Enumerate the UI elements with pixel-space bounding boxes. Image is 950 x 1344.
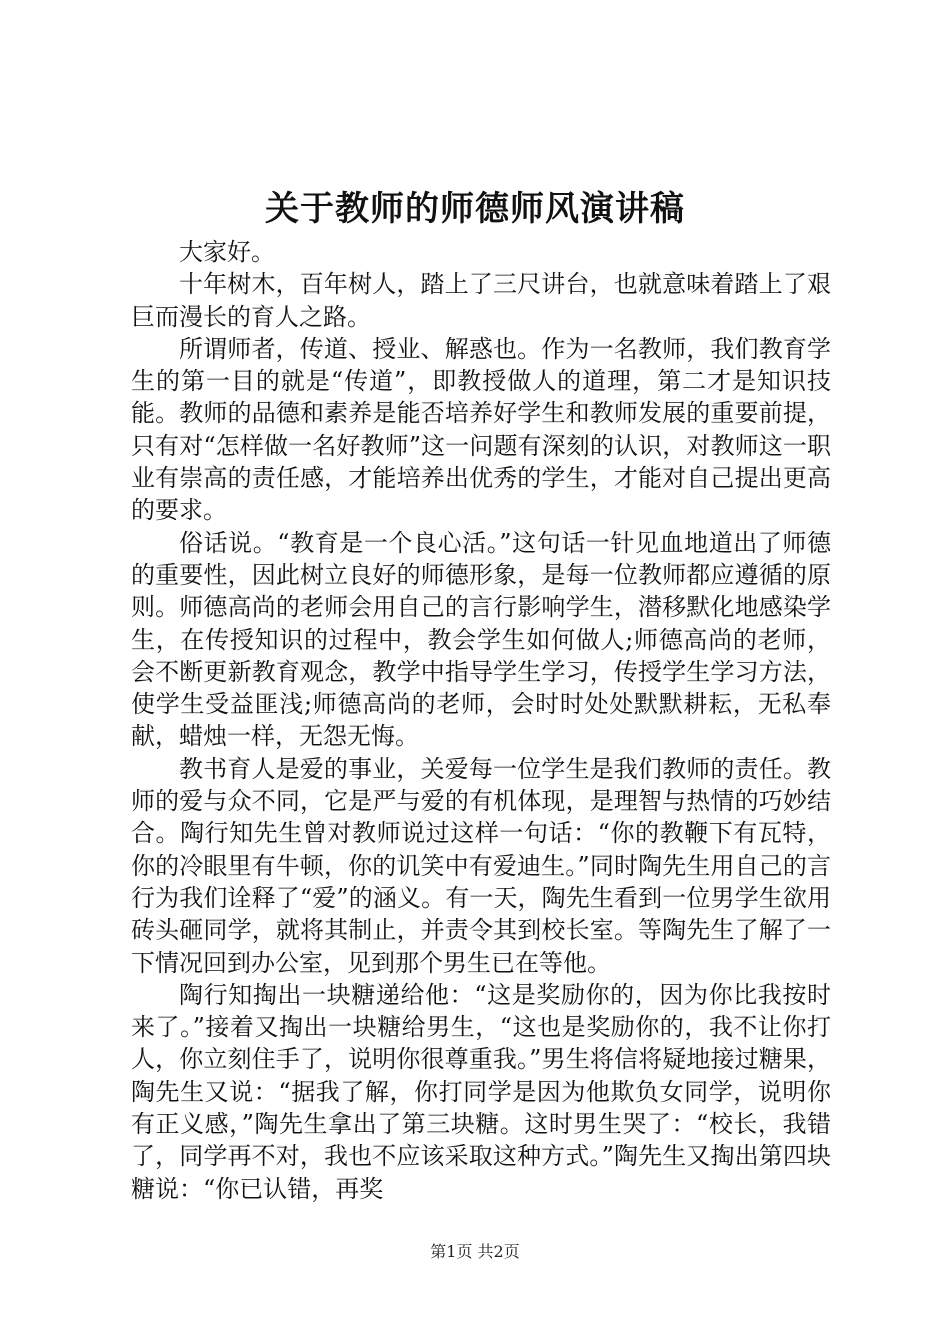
document-body	[131, 236, 831, 1205]
paragraph-intro: 十年树木，百年树人，踏上了三尺讲台，也就意味着踏上了艰巨而漫长的育人之路。	[131, 270, 831, 331]
paragraph-love: 教书育人是爱的事业，关爱每一位学生是我们教师的责任。教师的爱与众不同，它是严与爱的有机体现，是理智与热情的巧妙结合。陶行知先生曾对教师说过这样一句话：“你的教鞭下有瓦特，你的冷眼里有牛顿，你的讥笑中有爱迪生。”同时陶先生用自己的言行为我们诠释了“爱”的涵义。有一天，陶先生看到一位男学生欲用砖头砸同学，就将其制止，并责令其到校长室。等陶先生了解了一下情况回到办公室，见到那个男生已在等他。	[131, 754, 831, 977]
paragraph-teacher-role: 所谓师者，传道、授业、解惑也。作为一名教师，我们教育学生的第一目的就是“传道”，即教授做人的道理，第二才是知识技能。教师的品德和素养是能否培养好学生和教师发展的重要前提，只有对“怎样做一名好教师”这一问题有深刻的认识，对教师这一职业有崇高的责任感，才能培养出优秀的学生，才能对自己提出更高的要求。	[131, 334, 831, 525]
paragraph-story: 陶行知掏出一块糖递给他：“这是奖励你的，因为你比我按时来了。”接着又掏出一块糖给男生，“这也是奖励你的，我不让你打人，你立刻住手了，说明你很尊重我。”男生将信将疑地接过糖果，陶先生又说：“据我了解，你打同学是因为他欺负女同学，说明你有正义感，”陶先生拿出了第三块糖。这时男生哭了：“校长，我错了，同学再不对，我也不应该采取这种方式。”陶先生又掏出第四块糖说：“你已认错，再奖	[131, 980, 831, 1203]
paragraph-morality: 俗话说。“教育是一个良心活。”这句话一针见血地道出了师德的重要性，因此树立良好的师德形象，是每一位教师都应遵循的原则。师德高尚的老师会用自己的言行影响学生，潜移默化地感染学生，在传授知识的过程中，教会学生如何做人;师德高尚的老师，会不断更新教育观念，教学中指导学生学习，传授学生学习方法，使学生受益匪浅;师德高尚的老师，会时时处处默默耕耘，无私奉献，蜡烛一样，无怨无悔。	[131, 528, 831, 751]
paragraph-greeting: 大家好。	[179, 238, 275, 266]
page-footer: 第1页 共2页	[430, 1242, 520, 1261]
document-title: 关于教师的师德师风演讲稿	[265, 189, 685, 229]
